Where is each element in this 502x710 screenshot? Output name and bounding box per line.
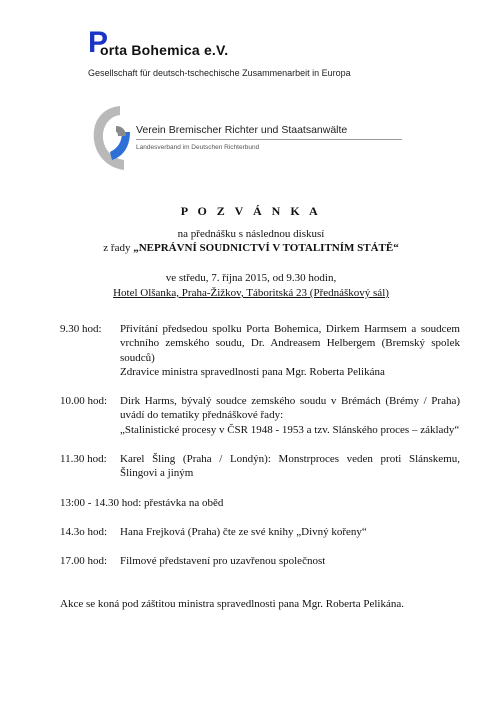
program-time: 9.30 hod:: [60, 323, 102, 335]
verein-divider: [136, 139, 402, 140]
program-item: [60, 394, 460, 437]
program-line: „Stalinistické procesy v ČSR 1948 - 1953 a tzv. Slánského proces – základy“: [120, 423, 460, 436]
program-time: 10.00 hod:: [60, 395, 108, 408]
series-prefix: z řady: [103, 242, 134, 254]
program-line: Filmové představení pro uzavřenou společnost: [120, 555, 326, 568]
patronage-note: Akce se koná pod záštitou ministra spravedlnosti pana Mgr. Roberta Pelikána.: [60, 598, 404, 610]
program-line: Dirk Harms, bývalý soudce zemského soudu v Brémách (Brémy / Praha) uvádí do tematiky přednáškové řady:: [120, 395, 460, 422]
program-time: 17.00 hod:: [60, 555, 108, 568]
verein-logo: [90, 102, 420, 174]
verein-subtitle: Landesverband im Deutschen Richterbund: [136, 144, 260, 151]
program-line: Hana Frejková (Praha) čte ze své knihy „Divný kořeny“: [120, 525, 367, 538]
program-item: [60, 496, 460, 510]
program-item: [60, 322, 460, 379]
program-break: 13:00 - 14.30 hod: přestávka na oběd: [60, 496, 224, 509]
series-title: „NEPRÁVNÍ SOUDNICTVÍ V TOTALITNÍM STÁTĚ“: [133, 242, 399, 254]
organization-subtitle: Gesellschaft für deutsch-tschechische Zusammenarbeit in Europa: [88, 68, 351, 78]
program-time: 14.3o hod:: [60, 525, 108, 538]
program-description: [120, 322, 460, 379]
invitation-date: ve středu, 7. října 2015, od 9.30 hodin,: [165, 272, 337, 284]
verein-emblem-icon: [90, 102, 136, 174]
program-list: [60, 322, 460, 569]
program-description: [120, 452, 460, 481]
program-item: [60, 554, 460, 568]
invitation-venue: Hotel Olšanka, Praha-Žižkov, Táboritská 23 (Přednáškový sál): [113, 287, 389, 299]
verein-title: Verein Bremischer Richter und Staatsanwälte: [136, 124, 348, 136]
program-time: 11.30 hod:: [60, 453, 107, 466]
invitation-series: [0, 242, 502, 254]
logo-name: orta Bohemica e.V.: [100, 42, 229, 58]
logo-letter: P: [88, 26, 109, 59]
program-description: [120, 525, 460, 539]
program-line: Zdravice ministra spravedlnosti pana Mgr. Roberta Pelikána: [120, 365, 385, 378]
invitation-heading: P O Z V Á N K A: [180, 204, 322, 218]
program-description: [120, 394, 460, 437]
program-item: [60, 525, 460, 539]
program-line: Přivítání předsedou spolku Porta Bohemica, Dirkem Harmsem a soudcem vrchního zemského soudu, Dr. Andreasem Helbergem (Bremský spolek soudců): [120, 323, 460, 364]
program-line: Karel Šling (Praha / Londýn): Monstrproces veden proti Slánskemu, Šlingovi a jiným: [120, 453, 460, 480]
program-item: [60, 452, 460, 481]
invitation-line1: na přednášku s následnou diskusí: [177, 228, 325, 240]
program-description: [120, 554, 460, 568]
